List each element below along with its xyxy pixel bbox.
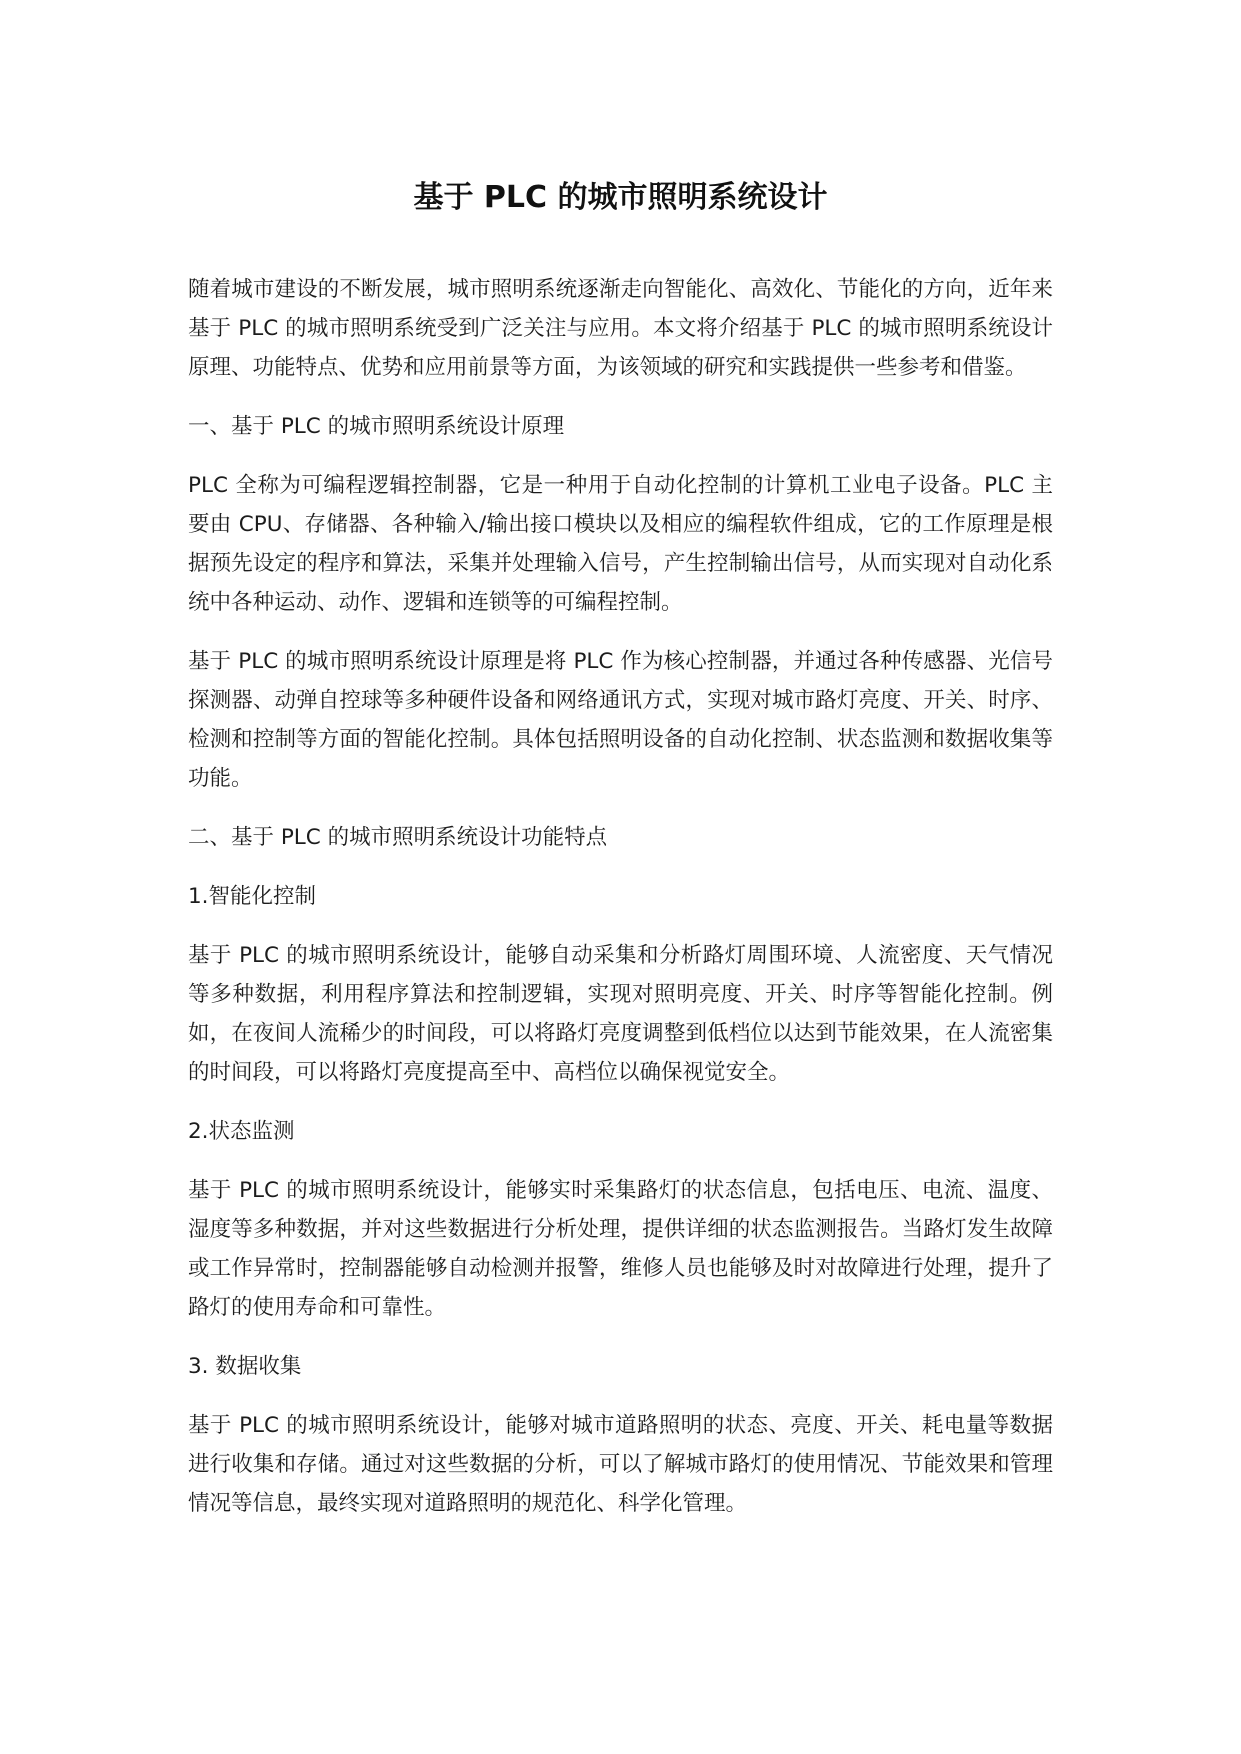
intro-paragraph: 随着城市建设的不断发展，城市照明系统逐渐走向智能化、高效化、节能化的方向，近年来基于 PLC 的城市照明系统受到广泛关注与应用。本文将介绍基于 PLC 的城市照明系统设计原理、功能特点、优势和应用前景等方面，为该领域的研究和实践提供一些参考和借鉴。 xyxy=(188,277,1053,380)
section-2-heading: 二、基于 PLC 的城市照明系统设计功能特点 xyxy=(188,825,608,850)
section-1-paragraph-1: PLC 全称为可编程逻辑控制器，它是一种用于自动化控制的计算机工业电子设备。PLC 主要由 CPU、存储器、各种输入/输出接口模块以及相应的编程软件组成，它的工作原理是根据预先设定的程序和算法，采集并处理输入信号，产生控制输出信号，从而实现对自动化系统中各种运动、动作、逻辑和连锁等的可编程控制。 xyxy=(188,473,1053,615)
subsection-3-paragraph: 基于 PLC 的城市照明系统设计，能够对城市道路照明的状态、亮度、开关、耗电量等数据进行收集和存储。通过对这些数据的分析，可以了解城市路灯的使用情况、节能效果和管理情况等信息，最终实现对道路照明的规范化、科学化管理。 xyxy=(188,1413,1053,1516)
section-1-paragraph-2: 基于 PLC 的城市照明系统设计原理是将 PLC 作为核心控制器，并通过各种传感器、光信号探测器、动弹自控球等多种硬件设备和网络通讯方式，实现对城市路灯亮度、开关、时序、检测和控制等方面的智能化控制。具体包括照明设备的自动化控制、状态监测和数据收集等功能。 xyxy=(188,649,1053,791)
subsection-3-heading: 3. 数据收集 xyxy=(188,1354,302,1379)
subsection-1-paragraph: 基于 PLC 的城市照明系统设计，能够自动采集和分析路灯周围环境、人流密度、天气情况等多种数据，利用程序算法和控制逻辑，实现对照明亮度、开关、时序等智能化控制。例如，在夜间人流稀少的时间段，可以将路灯亮度调整到低档位以达到节能效果，在人流密集的时间段，可以将路灯亮度提高至中、高档位以确保视觉安全。 xyxy=(188,943,1053,1085)
section-1-heading: 一、基于 PLC 的城市照明系统设计原理 xyxy=(188,414,565,439)
subsection-2-heading: 2.状态监测 xyxy=(188,1119,295,1144)
document-title: 基于 PLC 的城市照明系统设计 xyxy=(413,180,828,215)
subsection-2-paragraph: 基于 PLC 的城市照明系统设计，能够实时采集路灯的状态信息，包括电压、电流、温度、湿度等多种数据，并对这些数据进行分析处理，提供详细的状态监测报告。当路灯发生故障或工作异常时，控制器能够自动检测并报警，维修人员也能够及时对故障进行处理，提升了路灯的使用寿命和可靠性。 xyxy=(188,1178,1053,1320)
document-body xyxy=(188,270,1053,1543)
subsection-1-heading: 1.智能化控制 xyxy=(188,884,317,909)
